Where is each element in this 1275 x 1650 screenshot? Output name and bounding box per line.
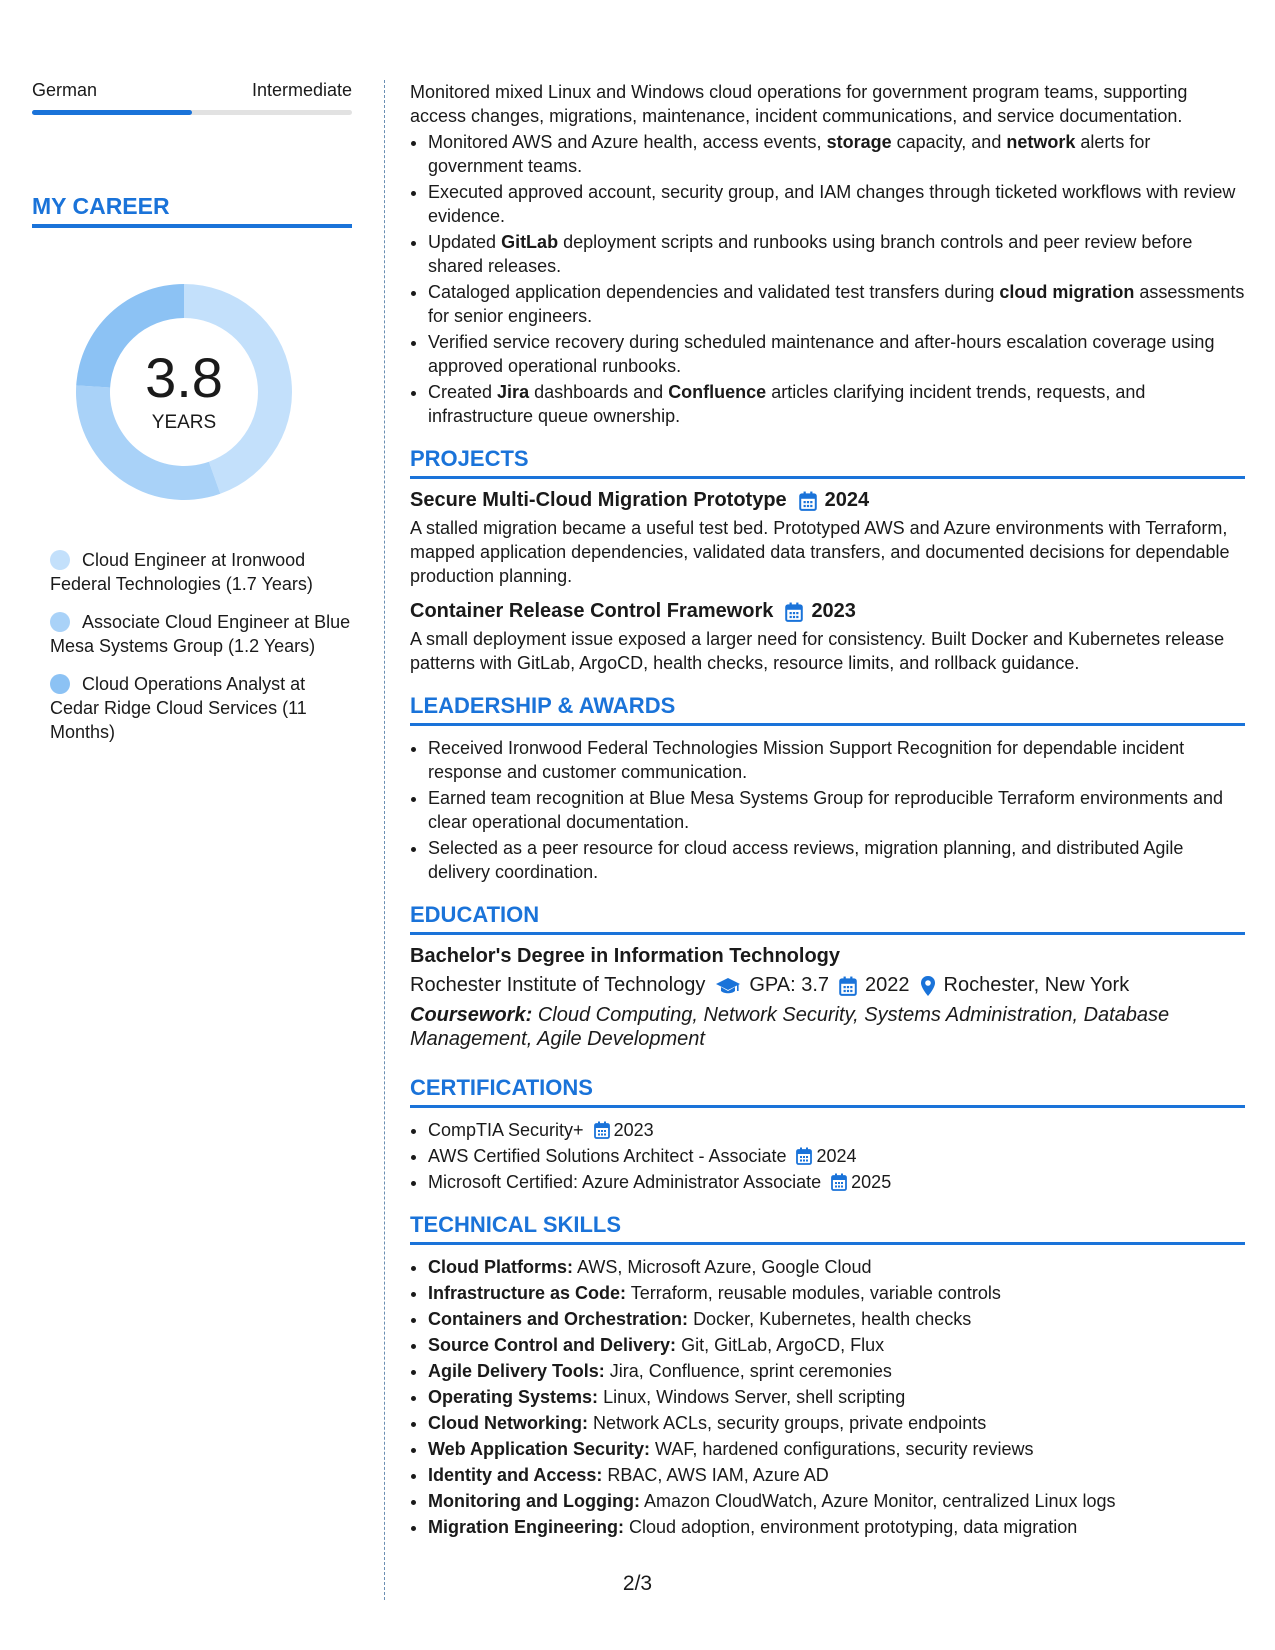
list-item: • Updated GitLab deployment scripts and runbooks using branch controls and peer review before shared releases.	[428, 230, 1245, 278]
project-name: Container Release Control Framework	[410, 600, 774, 622]
language-name: German	[32, 80, 98, 100]
calendar-icon	[796, 1147, 812, 1165]
list-item: • AWS Certified Solutions Architect - Associate 2024	[428, 1144, 1245, 1168]
certifications-list	[410, 1118, 1245, 1194]
education-gpa: GPA: 3.7	[749, 974, 830, 996]
language-level: Intermediate	[251, 80, 352, 100]
projects-section-title: PROJECTS	[410, 446, 1245, 479]
legend-dot-1	[50, 612, 70, 632]
list-item: • Created Jira dashboards and Confluence articles clarifying incident trends, requests, and infrastructure queue ownership.	[428, 380, 1245, 428]
career-legend-label: Cloud Engineer at Ironwood Federal Technologies (1.7 Years)	[50, 550, 313, 594]
education-section-title: EDUCATION	[410, 902, 1245, 935]
list-item: • Cataloged application dependencies and validated test transfers during cloud migration assessments for senior engineers.	[428, 280, 1245, 328]
list-item: • Containers and Orchestration: Docker, Kubernetes, health checks	[428, 1307, 1245, 1331]
right-column	[410, 80, 1245, 1541]
calendar-icon	[799, 491, 817, 511]
list-item: • Verified service recovery during scheduled maintenance and after-hours escalation coverage using approved operational runbooks.	[428, 330, 1245, 378]
list-item: • Earned team recognition at Blue Mesa Systems Group for reproducible Terraform environments and clear operational documentation.	[428, 786, 1245, 834]
project-description: A small deployment issue exposed a larger need for consistency. Built Docker and Kubernetes release patterns with GitLab, ArgoCD, health checks, resource limits, and rollback guidance.	[410, 629, 1225, 673]
language-proficiency-fill	[32, 110, 192, 115]
experience-bullets	[410, 130, 1245, 428]
leadership-section-title: LEADERSHIP & AWARDS	[410, 693, 1245, 726]
career-legend-label: Cloud Operations Analyst at Cedar Ridge Cloud Services (11 Months)	[50, 674, 307, 742]
career-total-unit: YEARS	[151, 412, 217, 433]
career-section-title: MY CAREER	[32, 193, 352, 228]
career-legend-item	[50, 610, 352, 658]
list-item: • Microsoft Certified: Azure Administrator Associate 2025	[428, 1170, 1245, 1194]
coursework-list: Cloud Computing, Network Security, Systems Administration, Database Management, Agile Development	[410, 1004, 1170, 1050]
left-column	[32, 80, 352, 758]
list-item: • Web Application Security: WAF, hardened configurations, security reviews	[428, 1437, 1245, 1461]
donut-center	[64, 272, 304, 512]
project-header	[410, 600, 1245, 623]
project-header	[410, 489, 1245, 512]
coursework-label: Coursework:	[410, 1004, 533, 1026]
career-legend-item	[50, 672, 352, 744]
career-total-years: 3.8	[145, 346, 223, 409]
education-school: Rochester Institute of Technology	[410, 974, 706, 996]
education-year: 2022	[865, 974, 910, 996]
list-item: • CompTIA Security+ 2023	[428, 1118, 1245, 1142]
list-item: • Cloud Platforms: AWS, Microsoft Azure, Google Cloud	[428, 1255, 1245, 1279]
project-year: 2024	[824, 489, 870, 511]
list-item: • Infrastructure as Code: Terraform, reusable modules, variable controls	[428, 1281, 1245, 1305]
list-item: • Monitored AWS and Azure health, access events, storage capacity, and network alerts for government teams.	[428, 130, 1245, 178]
language-proficiency-bar	[32, 110, 352, 115]
list-item: • Identity and Access: RBAC, AWS IAM, Azure AD	[428, 1463, 1245, 1487]
legend-dot-0	[50, 550, 70, 570]
career-donut-chart	[64, 272, 304, 512]
project-year: 2023	[811, 600, 856, 622]
list-item: • Monitoring and Logging: Amazon CloudWatch, Azure Monitor, centralized Linux logs	[428, 1489, 1245, 1513]
experience-intro: Monitored mixed Linux and Windows cloud operations for government program teams, supporting access changes, migrations, maintenance, incident communications, and service documentation.	[410, 82, 1188, 126]
calendar-icon	[785, 602, 803, 622]
language-row	[32, 80, 352, 101]
list-item: • Selected as a peer resource for cloud access reviews, migration planning, and distributed Agile delivery coordination.	[428, 836, 1245, 884]
calendar-icon	[839, 976, 857, 996]
page-number: 2/3	[622, 1572, 653, 1595]
map-pin-icon	[920, 975, 936, 997]
career-legend-label: Associate Cloud Engineer at Blue Mesa Systems Group (1.2 Years)	[50, 612, 351, 656]
list-item: • Executed approved account, security group, and IAM changes through ticketed workflows with review evidence.	[428, 180, 1245, 228]
graduation-cap-icon	[715, 976, 741, 996]
project-name: Secure Multi-Cloud Migration Prototype	[410, 489, 787, 511]
column-divider	[384, 80, 385, 1600]
education-location: Rochester, New York	[943, 974, 1130, 996]
certifications-section-title: CERTIFICATIONS	[410, 1075, 1245, 1108]
leadership-list	[410, 736, 1245, 884]
list-item: • Agile Delivery Tools: Jira, Confluence, sprint ceremonies	[428, 1359, 1245, 1383]
list-item: • Migration Engineering: Cloud adoption, environment prototyping, data migration	[428, 1515, 1245, 1539]
education-coursework	[410, 1003, 1245, 1051]
project-item	[410, 600, 1245, 675]
list-item: • Cloud Networking: Network ACLs, security groups, private endpoints	[428, 1411, 1245, 1435]
project-item	[410, 489, 1245, 588]
list-item: • Received Ironwood Federal Technologies Mission Support Recognition for dependable incident response and customer communication.	[428, 736, 1245, 784]
career-legend	[32, 548, 352, 744]
career-legend-item	[50, 548, 352, 596]
calendar-icon	[594, 1121, 610, 1139]
list-item: • Operating Systems: Linux, Windows Server, shell scripting	[428, 1385, 1245, 1409]
skills-list	[410, 1255, 1245, 1539]
education-degree: Bachelor's Degree in Information Technology	[410, 945, 841, 967]
list-item: • Source Control and Delivery: Git, GitLab, ArgoCD, Flux	[428, 1333, 1245, 1357]
project-description: A stalled migration became a useful test bed. Prototyped AWS and Azure environments with Terraform, mapped application dependencies, validated data transfers, and documented decisions for dependable production planning.	[410, 518, 1230, 586]
legend-dot-2	[50, 674, 70, 694]
skills-section-title: TECHNICAL SKILLS	[410, 1212, 1245, 1245]
calendar-icon	[831, 1173, 847, 1191]
education-details	[410, 974, 1245, 997]
